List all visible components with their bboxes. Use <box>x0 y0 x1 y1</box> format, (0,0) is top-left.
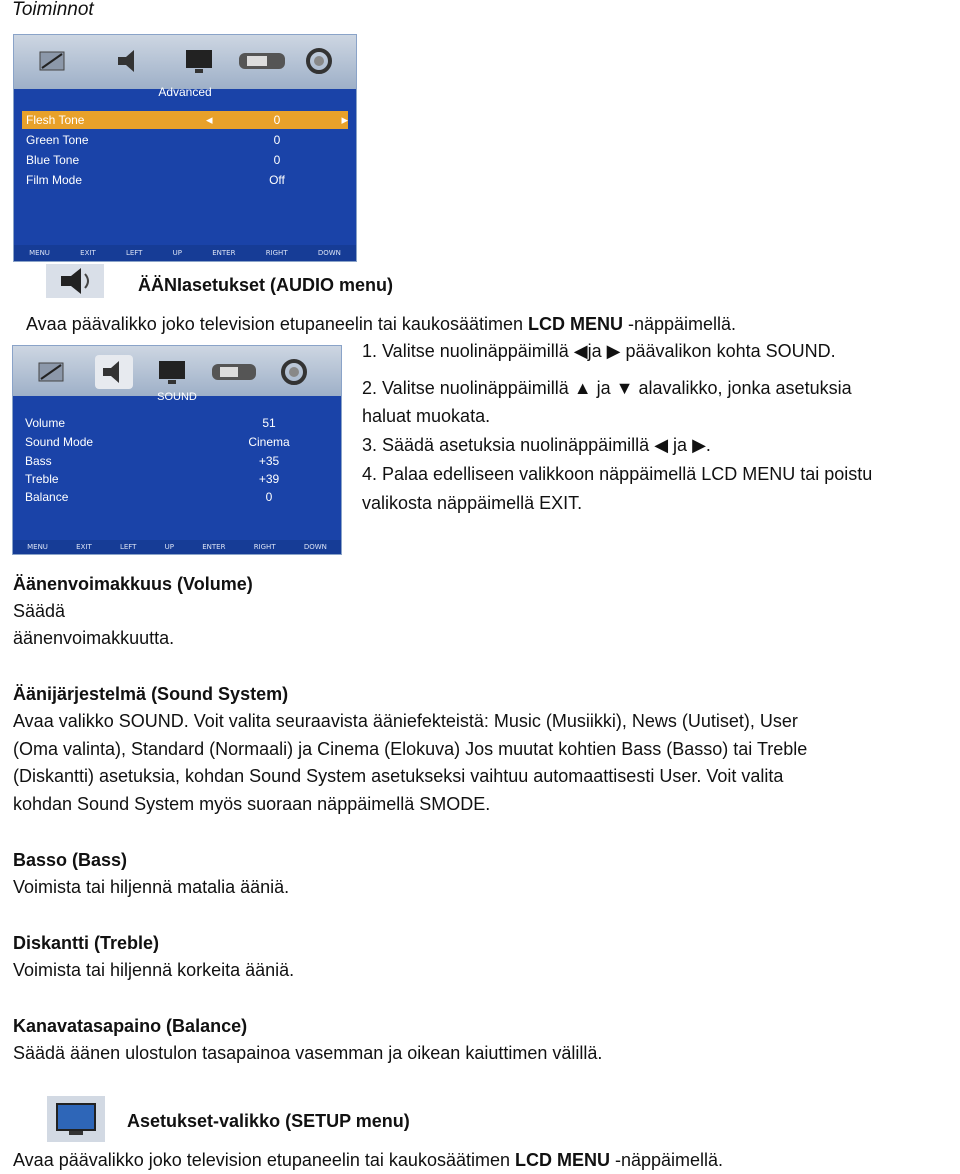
arrow-left-icon: ◀ <box>573 341 588 361</box>
step-2-text-b: ja <box>591 378 616 398</box>
osd-row-value: +39 <box>258 472 280 486</box>
picture-icon <box>33 355 71 389</box>
osd-footer <box>14 245 356 261</box>
osd-tab-bar <box>14 35 356 89</box>
step-4: 4. Palaa edelliseen valikkoon näppäimellä LCD MENU tai poistu <box>362 464 873 484</box>
footer-menu: MENU <box>29 249 50 257</box>
audio-intro-post: -näppäimellä. <box>623 314 737 334</box>
arrow-right-icon: ▸ <box>341 112 348 127</box>
osd-row-green-tone[interactable] <box>22 131 348 149</box>
osd-sound-menu <box>12 345 342 555</box>
footer-down: DOWN <box>317 249 341 257</box>
footer-exit: EXIT <box>76 543 92 551</box>
step-1-text-a: 1. Valitse nuolinäppäimillä <box>362 341 574 361</box>
footer-right: RIGHT <box>265 249 288 257</box>
footer-down: DOWN <box>303 543 327 551</box>
volume-text-2: äänenvoimakkuutta. <box>13 628 175 648</box>
osd-title: Advanced <box>158 85 212 99</box>
osd-row-label: Bass <box>25 454 52 468</box>
step-2-cont: haluat muokata. <box>362 406 491 426</box>
balance-text: Säädä äänen ulostulon tasapainoa vasemman ja oikean kaiuttimen välillä. <box>13 1043 603 1063</box>
osd-footer <box>13 540 341 554</box>
footer-left: LEFT <box>119 543 137 551</box>
osd-row-value: 51 <box>262 416 276 430</box>
setup-tv-icon <box>47 1096 105 1142</box>
step-2-text-a: 2. Valitse nuolinäppäimillä <box>362 378 574 398</box>
osd-row-film-mode[interactable] <box>22 171 348 189</box>
osd-row-label: Volume <box>25 416 66 430</box>
arrow-left-icon: ◂ <box>206 112 213 127</box>
speaker-icon <box>110 44 148 78</box>
sound-system-heading: Äänijärjestelmä (Sound System) <box>13 684 289 704</box>
osd-row-bass[interactable] <box>21 452 333 470</box>
step-1-text-c: päävalikon kohta SOUND. <box>620 341 836 361</box>
step-3-text-b: ja <box>668 435 693 455</box>
arrow-right-icon: ▶ <box>606 341 621 361</box>
setup-heading: Asetukset-valikko (SETUP menu) <box>127 1111 410 1131</box>
osd-row-value: 0 <box>273 133 281 147</box>
audio-intro <box>26 311 736 338</box>
setup-icon <box>275 355 313 389</box>
volume-heading: Äänenvoimakkuus (Volume) <box>13 574 253 594</box>
osd-row-flesh-tone[interactable] <box>22 111 348 129</box>
step-4-cont: valikosta näppäimellä EXIT. <box>362 493 583 513</box>
setup-intro <box>13 1147 723 1174</box>
footer-left: LEFT <box>125 249 143 257</box>
picture-icon <box>34 44 72 78</box>
arrow-down-icon: ▼ <box>615 378 634 398</box>
step-3-text-c: . <box>705 435 711 455</box>
osd-row-value: Cinema <box>248 435 290 449</box>
audio-intro-pre: Avaa päävalikko joko television etupaneelin tai kaukosäätimen <box>26 314 528 334</box>
section-title: Toiminnot <box>12 0 94 20</box>
step-2 <box>362 375 852 402</box>
footer-up: UP <box>164 543 175 551</box>
bass-text: Voimista tai hiljennä matalia ääniä. <box>13 877 290 897</box>
tv-icon <box>153 355 191 389</box>
step-1 <box>362 338 836 365</box>
sound-system-line-1: Avaa valikko SOUND. Voit valita seuraavista ääniefekteistä: Music (Musiikki), News (Uutiset), User <box>13 711 798 731</box>
osd-row-label: Treble <box>25 472 59 486</box>
osd-row-blue-tone[interactable] <box>22 151 348 169</box>
osd-row-label: Sound Mode <box>25 435 94 449</box>
osd-row-value: 0 <box>273 113 281 127</box>
setup-icon <box>300 44 338 78</box>
footer-menu: MENU <box>27 543 48 551</box>
osd-row-volume[interactable] <box>21 414 333 432</box>
osd-row-label: Balance <box>25 490 69 504</box>
osd-row-label: Flesh Tone <box>26 113 85 127</box>
setup-intro-post: -näppäimellä. <box>610 1150 724 1170</box>
osd-row-label: Film Mode <box>26 173 83 187</box>
osd-row-label: Green Tone <box>26 133 89 147</box>
arrow-right-icon: ▶ <box>692 435 706 455</box>
step-3 <box>362 432 711 459</box>
footer-exit: EXIT <box>80 249 96 257</box>
osd-row-balance[interactable] <box>21 488 333 506</box>
footer-enter: ENTER <box>202 543 226 551</box>
treble-text: Voimista tai hiljennä korkeita ääniä. <box>13 960 295 980</box>
treble-heading: Diskantti (Treble) <box>13 933 160 953</box>
audio-intro-bold: LCD MENU <box>528 314 623 334</box>
arrow-up-icon: ▲ <box>573 378 592 398</box>
sound-system-line-3: (Diskantti) asetuksia, kohdan Sound System asetukseksi vaihtuu automaattisesti User. Voit valita <box>13 766 784 786</box>
balance-heading: Kanavatasapaino (Balance) <box>13 1016 248 1036</box>
step-1-text-b: ja <box>587 341 607 361</box>
step-3-text-a: 3. Säädä asetuksia nuolinäppäimillä <box>362 435 655 455</box>
osd-row-value: Off <box>269 173 285 187</box>
audio-speaker-icon <box>46 264 104 298</box>
osd-row-sound-mode[interactable] <box>21 433 333 451</box>
osd-title: SOUND <box>157 391 197 403</box>
volume-text-1: Säädä <box>13 601 66 621</box>
osd-row-treble[interactable] <box>21 470 333 488</box>
osd-row-value: 0 <box>265 490 273 504</box>
audio-heading: ÄÄNIasetukset (AUDIO menu) <box>138 275 394 295</box>
setup-intro-pre: Avaa päävalikko joko television etupaneelin tai kaukosäätimen <box>13 1150 515 1170</box>
speaker-icon <box>95 355 133 389</box>
setup-intro-bold: LCD MENU <box>515 1150 610 1170</box>
osd-row-value: +35 <box>258 454 280 468</box>
sound-system-line-4: kohdan Sound System myös suoraan näppäimellä SMODE. <box>13 794 491 814</box>
tv-icon <box>180 44 218 78</box>
sound-system-line-2: (Oma valinta), Standard (Normaali) ja Cinema (Elokuva) Jos muutat kohtien Bass (Basso) tai Treble <box>13 739 808 759</box>
footer-up: UP <box>172 249 183 257</box>
osd-advanced-menu <box>13 34 357 262</box>
footer-right: RIGHT <box>253 543 276 551</box>
bass-heading: Basso (Bass) <box>13 850 128 870</box>
arrow-left-icon: ◀ <box>654 435 669 455</box>
osd-row-label: Blue Tone <box>26 153 80 167</box>
footer-enter: ENTER <box>212 249 236 257</box>
clock-icon <box>236 44 288 78</box>
osd-tab-bar <box>13 346 341 396</box>
step-2-text-c: alavalikko, jonka asetuksia <box>633 378 852 398</box>
clock-icon <box>209 355 259 389</box>
osd-row-value: 0 <box>273 153 281 167</box>
